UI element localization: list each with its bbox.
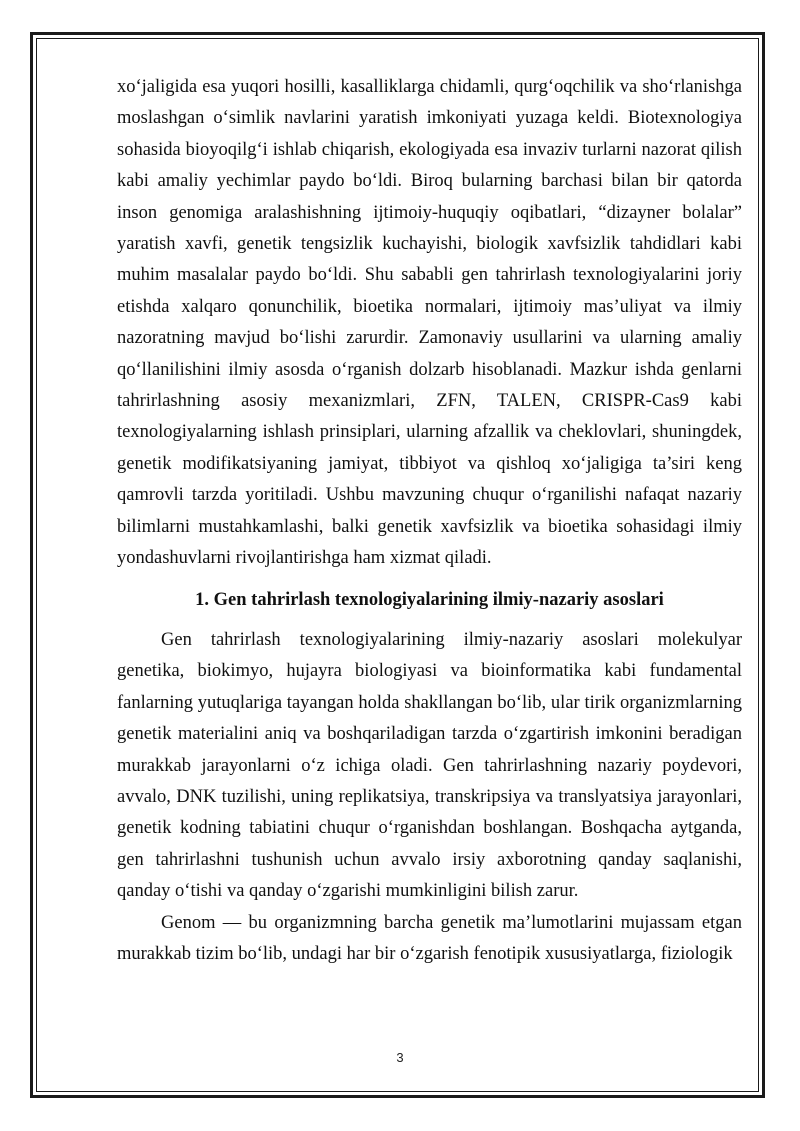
section-heading: 1. Gen tahrirlash texnologiyalarining ilmiy-nazariy asoslari xyxy=(195,589,664,610)
page-number: 3 xyxy=(396,1050,404,1065)
body-paragraph: Genom — bu organizmning barcha genetik ma’lumotlarini mujassam etgan murakkab tizim bo‘lib, undagi har bir o‘zgarish fenotipik xususiyatlarga, fiziologik xyxy=(117,912,742,964)
body-paragraph-continued: xo‘jaligida esa yuqori hosilli, kasalliklarga chidamli, qurg‘oqchilik va sho‘rlanishga moslashgan o‘simlik navlarini yaratish imkoniyati yuzaga keldi. Biotexnologiya sohasida bioyoqilg‘i ishlab chiqarish, ekologiyada esa invaziv turlarni nazorat qilish kabi amaliy yechimlar paydo bo‘ldi. Biroq bularning barchasi bilan bir qatorda inson genomiga aralashishning ijtimoiy-huquqiy oqibatlari, “dizayner bolalar” yaratish xavfi, genetik tengsizlik kuchayishi, biologik xavfsizlik tahdidlari kabi muhim masalalar paydo bo‘ldi. Shu sababli gen tahrirlash texnologiyalarini joriy etishda xalqaro qonunchilik, bioetika normalari, ijtimoiy mas’uliyat va ilmiy nazoratning mavjud bo‘lishi zarurdir. Zamonaviy usullarini va ularning amaliy qo‘llanilishini ilmiy asosda o‘rganish dolzarb hisoblanadi. Mazkur ishda genlarni tahrirlashning asosiy mexanizmlari, ZFN, TALEN, CRISPR-Cas9 kabi texnologiyalarning ishlash prinsiplari, ularning afzallik va cheklovlari, shuningdek, genetik modifikatsiyaning jamiyat, tibbiyot va qishloq xo‘jaligiga ta’siri keng qamrovli tarzda yoritiladi. Ushbu mavzuning chuqur o‘rganilishi nafaqat nazariy bilimlarni mustahkamlashi, balki genetik xavfsizlik va bioetika sohasidagi ilmiy yondashuvlarni rivojlantirishga ham xizmat qiladi. xyxy=(117,77,742,569)
document-body xyxy=(117,72,742,970)
body-paragraph: Gen tahrirlash texnologiyalarining ilmiy-nazariy asoslari molekulyar genetika, biokimyo, hujayra biologiyasi va bioinformatika kabi fundamental fanlarning yutuqlariga tayangan holda shakllangan bo‘lib, ular tirik organizmlarning genetik materialini aniq va boshqariladigan tarzda o‘zgartirish imkonini beradigan murakkab jarayonlarni o‘z ichiga oladi. Gen tahrirlashning nazariy poydevori, avvalo, DNK tuzilishi, uning replikatsiya, transkripsiya va translyatsiya jarayonlari, genetik kodning tabiatini chuqur o‘rganishdan boshlangan. Boshqacha aytganda, gen tahrirlashni tushunish uchun avvalo irsiy axborotning qanday saqlanishi, qanday o‘tishi va qanday o‘zgarishi mumkinligini bilish zarur. xyxy=(117,629,742,902)
